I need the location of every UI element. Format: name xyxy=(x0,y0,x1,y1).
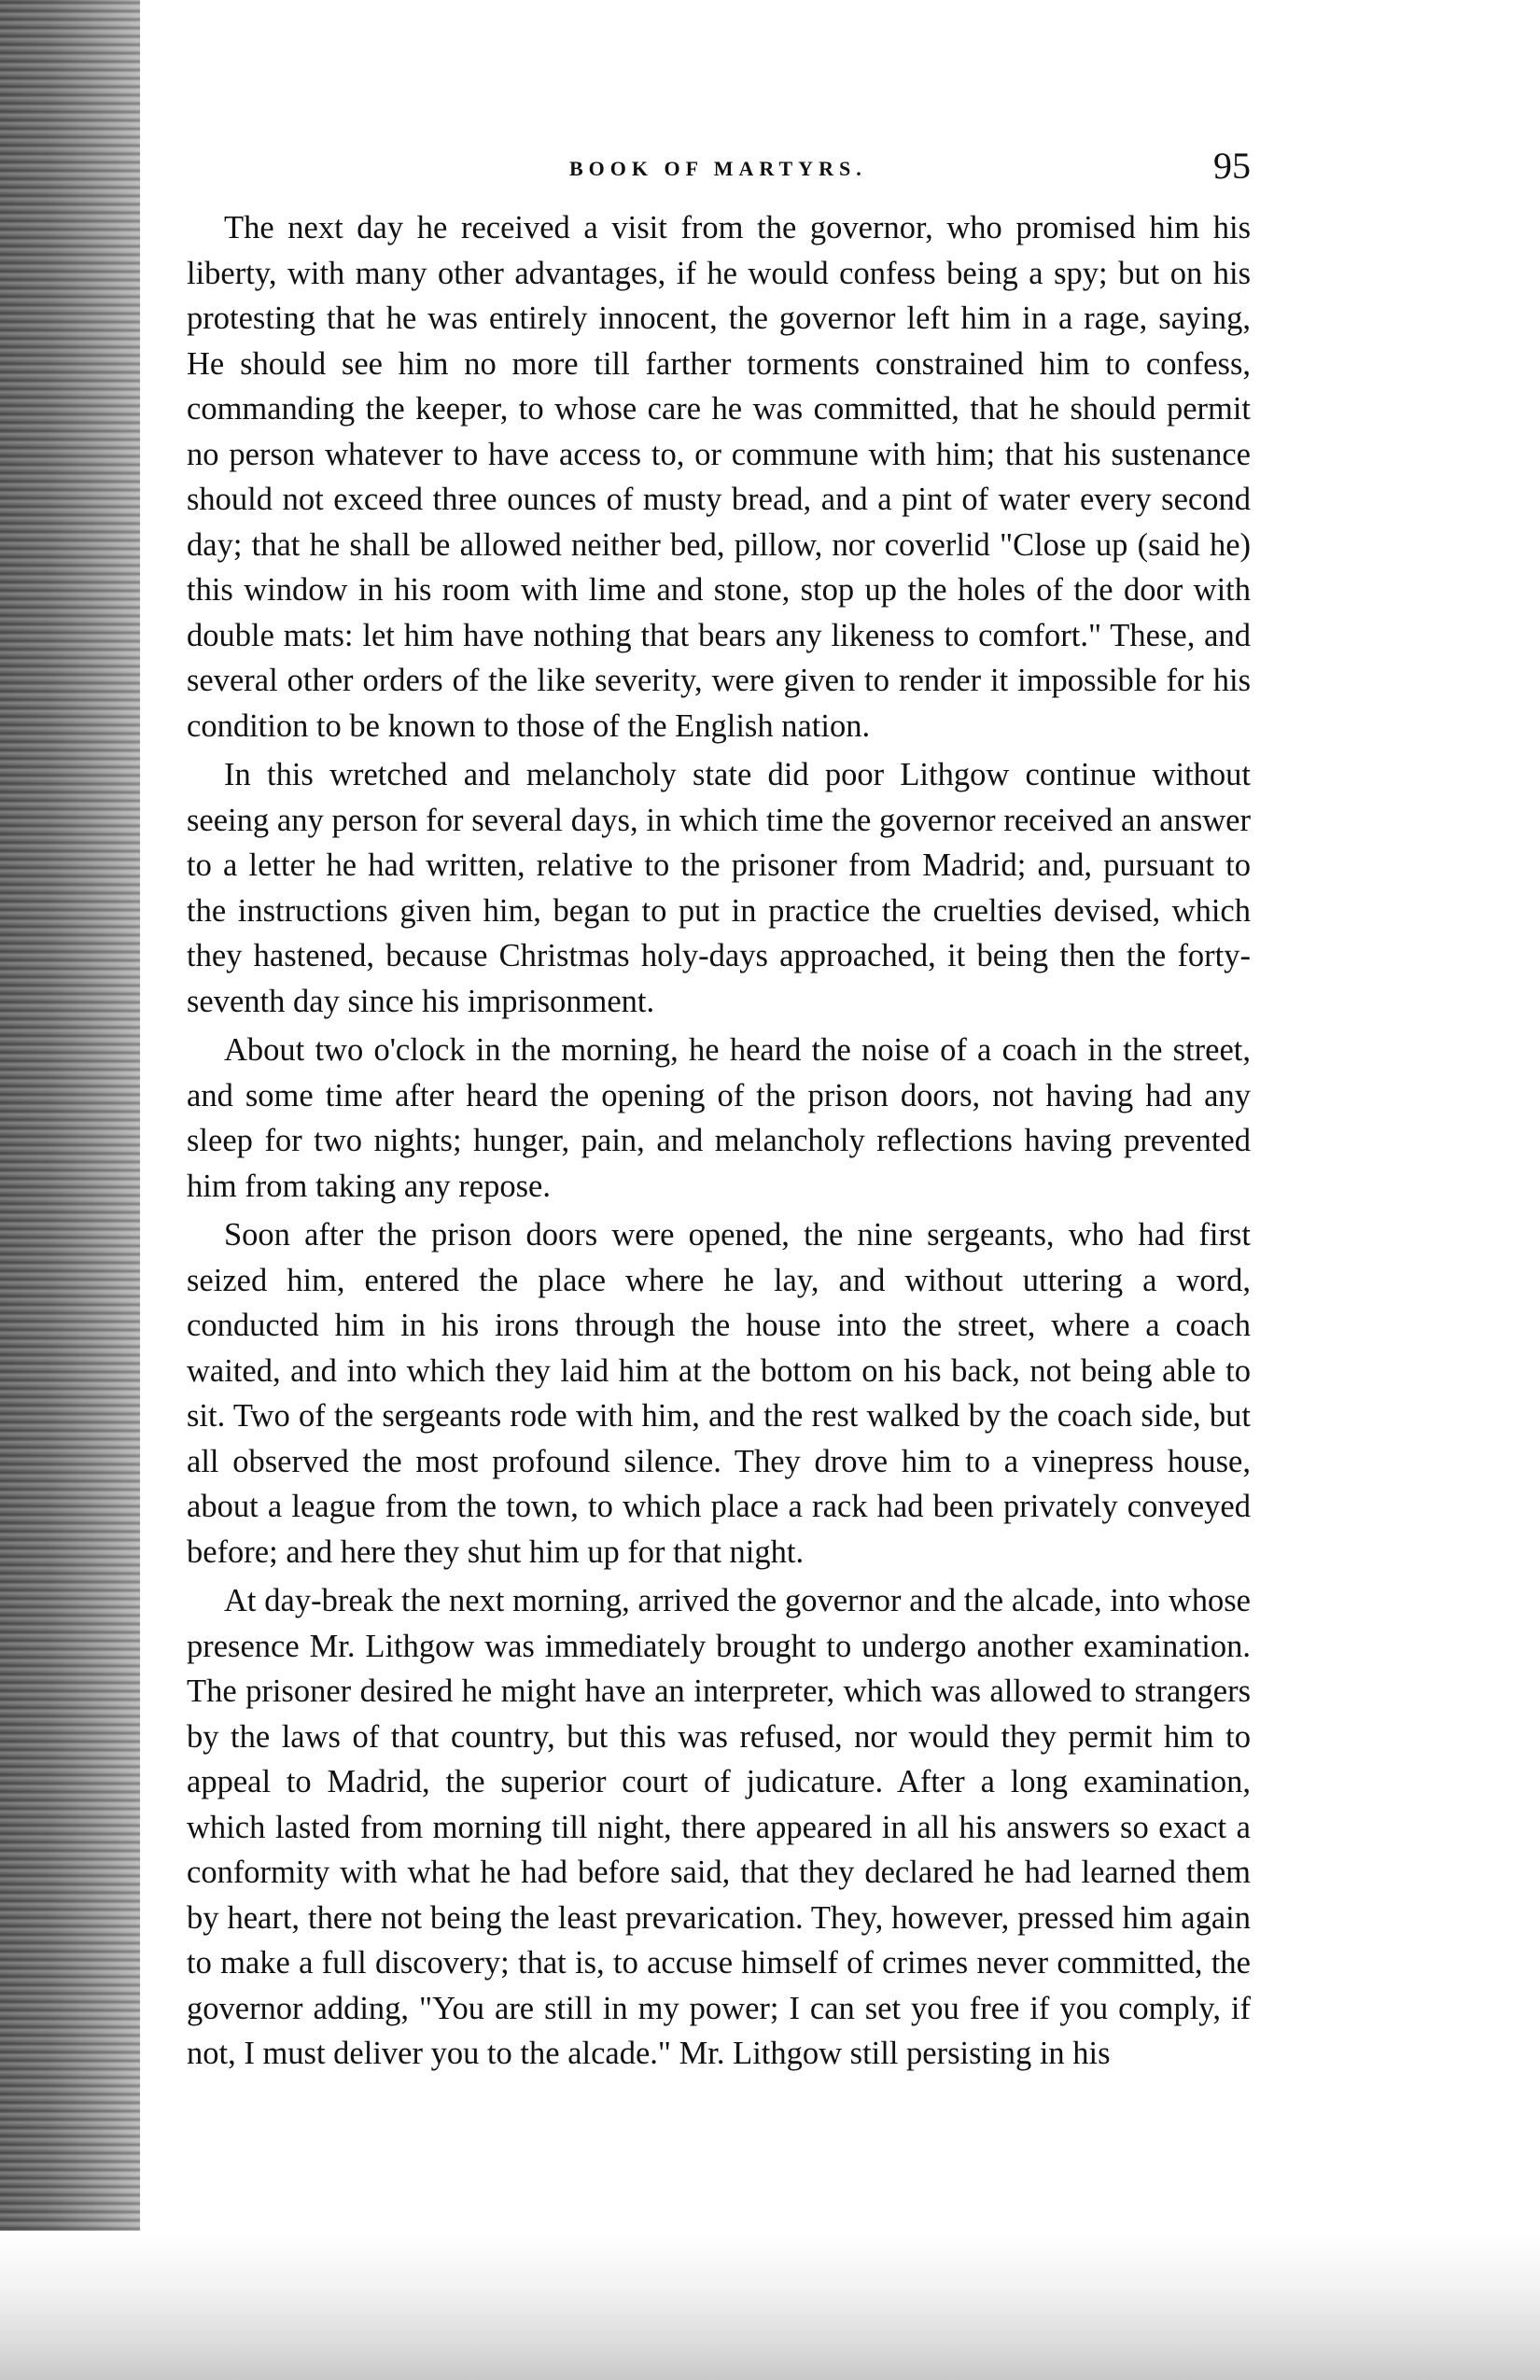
running-title: BOOK OF MARTYRS. xyxy=(569,157,867,180)
page-bottom-edge xyxy=(0,2231,1540,2380)
paragraph: In this wretched and melancholy state did poor Lithgow continue without seeing any person for several days, in which time the governor received an answer to a letter he had written, relative to the prisoner from Madrid; and, pursuant to the instructions given him, began to put in practice the cruelties devised, which they hastened, because Christmas holy-days approached, it being then the forty-seventh day since his imprisonment. xyxy=(187,757,1251,1019)
book-spine-shadow xyxy=(0,0,140,2380)
paragraph: The next day he received a visit from the governor, who promised him his liberty, with many other advantages, if he would confess being a spy; but on his protesting that he was entirely innocent, the governor left him in a rage, saying, He should see him no more till farther torments constrained him to confess, commanding the keeper, to whose care he was committed, that he should permit no person whatever to have access to, or commune with him; that his sustenance should not exceed three ounces of musty bread, and a pint of water every second day; that he shall be allowed neither bed, pillow, nor coverlid "Close up (said he) this window in his room with lime and stone, stop up the holes of the door with double mats: let him have nothing that bears any likeness to comfort." These, and several other orders of the like severity, were given to render it impossible for his condition to be known to those of the English nation. xyxy=(187,210,1251,744)
paragraph: About two o'clock in the morning, he heard the noise of a coach in the street, and some time after heard the opening of the prison doors, not having had any sleep for two nights; hunger, pain, and melancholy reflections having prevented him from taking any repose. xyxy=(187,1032,1251,1204)
book-page xyxy=(187,140,1251,2077)
body-text xyxy=(187,205,1251,2077)
running-head xyxy=(187,140,1251,205)
paragraph: Soon after the prison doors were opened, the nine sergeants, who had first seized him, entered the place where he lay, and without uttering a word, conducted him in his irons through the house into the street, where a coach waited, and into which they laid him at the bottom on his back, not being able to sit. Two of the sergeants rode with him, and the rest walked by the coach side, but all observed the most profound silence. They drove him to a vinepress house, about a league from the town, to which place a rack had been privately conveyed before; and here they shut him up for that night. xyxy=(187,1217,1251,1570)
page-number: 95 xyxy=(1213,145,1251,187)
paragraph: At day-break the next morning, arrived the governor and the alcade, into whose presence Mr. Lithgow was immediately brought to undergo another examination. The prisoner desired he might have an interpreter, which was allowed to strangers by the laws of that country, but this was refused, nor would they permit him to appeal to Madrid, the superior court of judicature. After a long examination, which lasted from morning till night, there appeared in all his answers so exact a conformity with what he had before said, that they declared he had learned them by heart, there not being the least prevarication. They, however, pressed him again to make a full discovery; that is, to accuse himself of crimes never committed, the governor adding, "You are still in my power; I can set you free if you comply, if not, I must deliver you to the alcade." Mr. Lithgow still persisting in his xyxy=(187,1583,1251,2071)
